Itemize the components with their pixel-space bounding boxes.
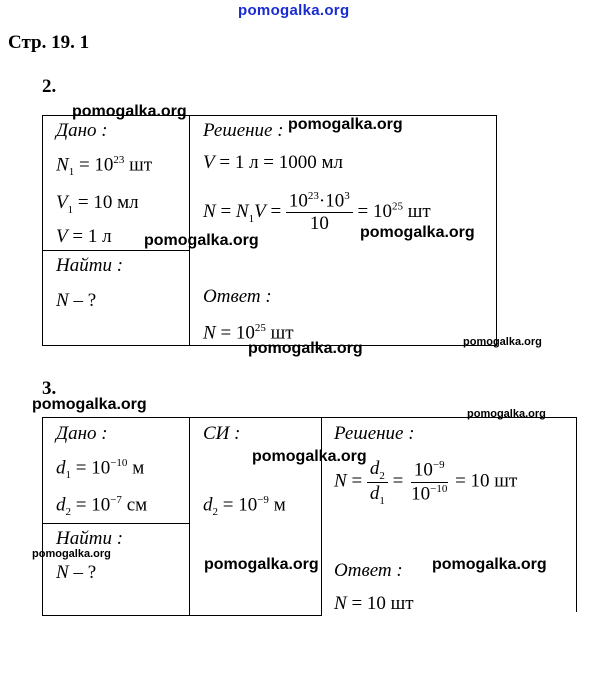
watermark: pomogalka.org <box>360 224 475 241</box>
given-d1: $d_1 = 10^{-10}$ м <box>56 457 145 482</box>
given-v1: $V_1 = 10$ мл <box>56 192 139 216</box>
table-border <box>42 615 322 616</box>
fraction: $\frac{10^{-9}}{10^{-10}}$ <box>411 459 448 505</box>
find-n: N – ? <box>56 290 97 311</box>
given-v: V = 1 л <box>56 226 112 247</box>
find-n: N – ? <box>56 562 97 583</box>
solution-line-1: V = 1 л = 1000 мл <box>203 152 344 173</box>
answer-line: N = 10 шт <box>334 593 414 614</box>
given-heading: Дано : <box>56 423 108 444</box>
table-border <box>42 115 43 346</box>
problem-2-number: 2. <box>42 76 57 97</box>
watermark: pomogalka.org <box>72 103 187 120</box>
watermark: pomogalka.org <box>288 116 403 133</box>
watermark: pomogalka.org <box>32 548 111 560</box>
fraction: $\frac{d_2}{d_1}$ <box>367 458 388 507</box>
answer-heading: Ответ : <box>334 560 403 581</box>
watermark-header[interactable]: pomogalka.org <box>238 2 350 19</box>
table-border <box>42 417 43 616</box>
given-n1: $N_1 = 10^{23}$ шт <box>56 154 153 179</box>
solution-line-2: $N = N_1V$ = $\frac{10^{23}\cdot 10^3}{10}$ = $10^{25}$ шт <box>203 190 431 235</box>
fraction: $\frac{10^{23}\cdot 10^3}{10}$ <box>286 190 353 235</box>
answer-line: $N = 10^{25}$ шт <box>203 322 294 344</box>
table-divider <box>189 417 190 616</box>
table-divider <box>321 417 322 616</box>
table-divider <box>189 115 190 346</box>
table-divider <box>42 523 190 524</box>
watermark: pomogalka.org <box>467 408 546 420</box>
watermark: pomogalka.org <box>32 396 147 413</box>
given-d2: $d_2 = 10^{-7}$ см <box>56 494 148 519</box>
table-border <box>496 115 497 346</box>
si-heading: СИ : <box>203 423 241 444</box>
find-heading: Найти : <box>56 255 124 276</box>
find-heading: Найти : <box>56 528 124 549</box>
given-heading: Дано : <box>56 120 108 141</box>
table-border <box>576 417 577 612</box>
watermark: pomogalka.org <box>144 232 259 249</box>
watermark: pomogalka.org <box>248 340 363 357</box>
watermark: pomogalka.org <box>252 448 367 465</box>
page-title: Стр. 19. 1 <box>8 32 90 53</box>
watermark: pomogalka.org <box>463 336 542 348</box>
problem-3-number: 3. <box>42 378 57 399</box>
solution-heading: Решение : <box>334 423 415 444</box>
watermark: pomogalka.org <box>204 556 319 573</box>
table-divider <box>42 250 190 251</box>
solution-line-1: N = $\frac{d_2}{d_1}$ = $\frac{10^{-9}}{10^{-10}}$ = 10 шт <box>334 458 518 507</box>
solution-heading: Решение : <box>203 120 284 141</box>
si-d2: $d_2 = 10^{-9}$ м <box>203 494 286 519</box>
answer-heading: Ответ : <box>203 286 272 307</box>
watermark: pomogalka.org <box>432 556 547 573</box>
